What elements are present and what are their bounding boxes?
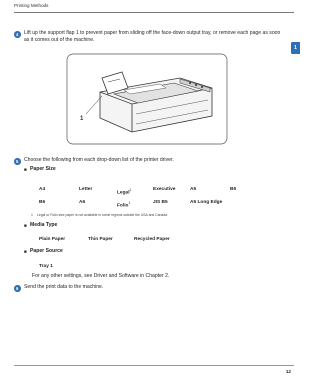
- paper-source-label: Paper Source: [30, 248, 63, 254]
- paper-size-letter: Letter: [79, 187, 93, 192]
- page-number: 12: [285, 369, 291, 374]
- step-4-marker: 4: [14, 31, 21, 38]
- paper-size-jis-b5: JIS B5: [153, 200, 168, 205]
- other-settings-text: For any other settings, see Driver and Software in Chapter 2.: [32, 273, 170, 279]
- bullet-icon: ■: [24, 167, 27, 172]
- printer-illustration: [62, 52, 232, 147]
- step-6-text: Send the print data to the machine.: [24, 284, 104, 290]
- bullet-icon: ■: [24, 223, 27, 228]
- step-5-marker: 5: [14, 158, 21, 165]
- step-5-text: Choose the following from each drop-down list of the printer driver.: [24, 157, 174, 163]
- footnote-text: Legal or Folio size paper is not available in some regions outside the USA and Canada.: [37, 213, 168, 217]
- paper-size-b5: B5: [230, 187, 237, 192]
- media-type-plain: Plain Paper: [39, 237, 66, 242]
- footer-rule: [14, 365, 294, 366]
- media-type-thin: Thin Paper: [88, 237, 113, 242]
- running-header: Printing Methods: [14, 3, 49, 8]
- bullet-icon: ■: [24, 249, 27, 254]
- paper-source-tray: Tray 1: [39, 264, 53, 269]
- paper-size-b6: B6: [39, 200, 46, 205]
- paper-size-a4: A4: [39, 187, 46, 192]
- chapter-tab: 1: [291, 42, 300, 54]
- paper-size-a5: A5: [190, 187, 197, 192]
- paper-size-a6: A6: [79, 200, 86, 205]
- paper-size-label: Paper Size: [30, 166, 56, 172]
- paper-size-a5-long-edge: A5 Long Edge: [190, 200, 223, 205]
- media-type-label: Media Type: [30, 222, 58, 228]
- paper-size-executive: Executive: [153, 187, 176, 192]
- step-4-text: Lift up the support flap 1 to prevent paper from sliding off the face-down output tray, or remove each page as soon as it comes out of the machine.: [24, 30, 281, 43]
- footnote-number: 1: [31, 213, 33, 217]
- step-6-marker: 6: [14, 285, 21, 292]
- paper-size-legal: Legal$^1$: [117, 188, 132, 196]
- paper-size-folio: Folio$^1$: [117, 201, 131, 209]
- figure-callout: 1: [80, 116, 84, 122]
- footnote-marker: 1: [128, 201, 131, 205]
- media-type-recycled: Recycled Paper: [134, 237, 170, 242]
- footnote-marker: 1: [129, 188, 132, 192]
- header-rule: [14, 12, 294, 13]
